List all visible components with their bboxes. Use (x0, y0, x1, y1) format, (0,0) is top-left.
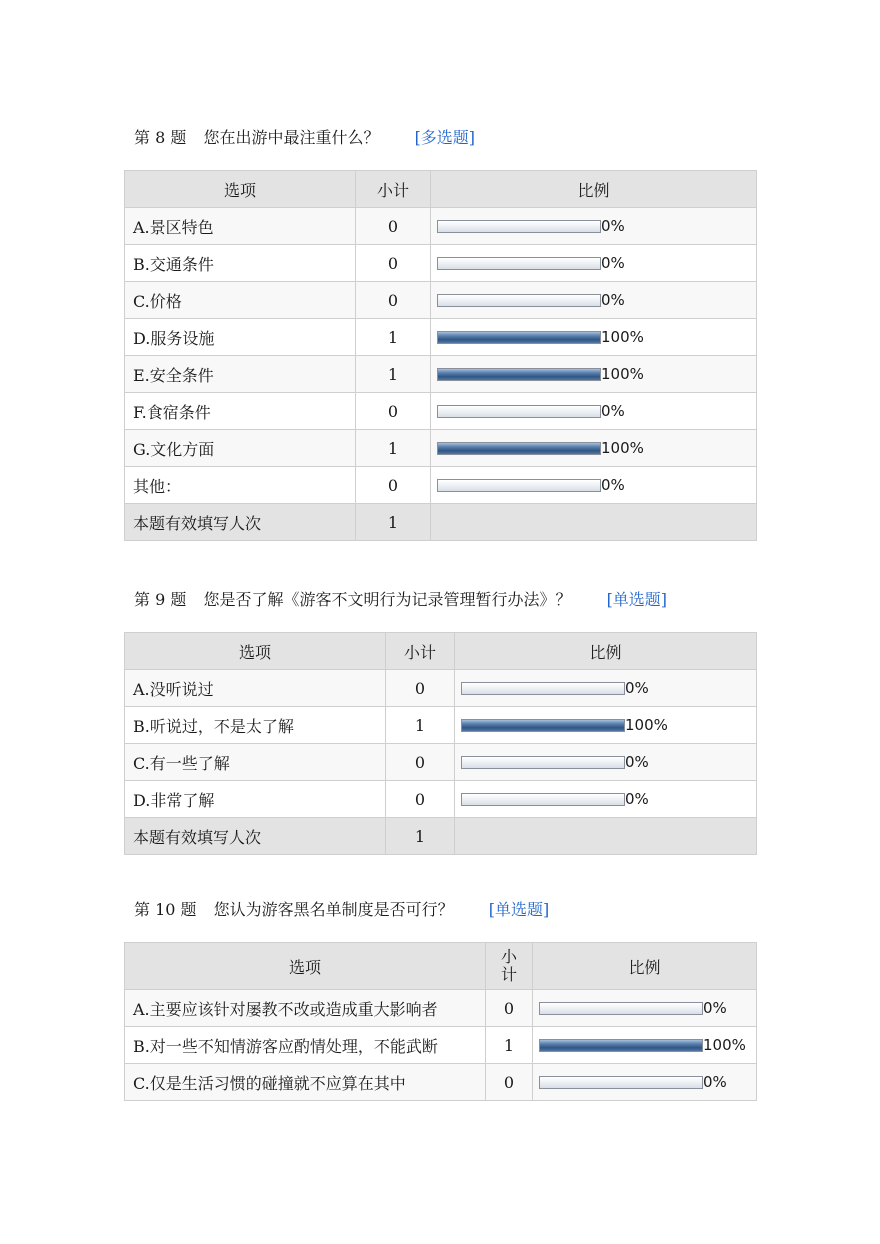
option-ratio (533, 990, 757, 1027)
header-ratio: 比例 (431, 171, 757, 208)
header-ratio: 比例 (455, 633, 757, 670)
option-ratio (455, 707, 757, 744)
progress-bar (539, 1076, 703, 1089)
option-ratio (431, 467, 757, 504)
option-ratio (431, 430, 757, 467)
option-label: C.有一些了解 (125, 744, 386, 781)
table-header (125, 943, 757, 990)
option-label: B.听说过，不是太了解 (125, 707, 386, 744)
option-ratio (455, 781, 757, 818)
question-title (124, 588, 756, 612)
header-count: 小计 (386, 633, 455, 670)
percent-label: 100% (601, 439, 644, 457)
total-label: 本题有效填写人次 (125, 504, 356, 541)
question-number: 第 8 题 (134, 128, 187, 147)
option-count: 0 (486, 990, 533, 1027)
percent-label: 0% (625, 753, 649, 771)
table-row (125, 670, 757, 707)
option-label: D.非常了解 (125, 781, 386, 818)
question-text: 您在出游中最注重什么？ (203, 128, 380, 147)
question-9 (124, 588, 756, 855)
table-row (125, 707, 757, 744)
percent-label: 0% (601, 254, 625, 272)
option-ratio (431, 245, 757, 282)
option-count: 0 (386, 670, 455, 707)
option-label: C.仅是生活习惯的碰撞就不应算在其中 (125, 1064, 486, 1101)
progress-bar (437, 220, 601, 233)
progress-bar (437, 331, 601, 344)
total-row (125, 818, 757, 855)
option-label: A.没听说过 (125, 670, 386, 707)
table-row (125, 1064, 757, 1101)
progress-bar (539, 1039, 703, 1052)
option-count: 0 (356, 282, 431, 319)
option-label: A.景区特色 (125, 208, 356, 245)
option-ratio (431, 393, 757, 430)
header-option: 选项 (125, 171, 356, 208)
option-ratio (455, 744, 757, 781)
table-row (125, 990, 757, 1027)
option-count: 0 (356, 245, 431, 282)
results-table (124, 632, 757, 855)
option-label: C.价格 (125, 282, 356, 319)
question-type-link[interactable]: [单选题] (606, 590, 668, 609)
table-row (125, 356, 757, 393)
percent-label: 0% (703, 1073, 727, 1091)
progress-bar-fill (438, 369, 600, 380)
option-count: 1 (356, 430, 431, 467)
table-row (125, 319, 757, 356)
table-row (125, 282, 757, 319)
question-title (124, 898, 756, 922)
total-empty (431, 504, 757, 541)
question-type-link[interactable]: [多选题] (414, 128, 476, 147)
option-count: 0 (386, 744, 455, 781)
total-count: 1 (386, 818, 455, 855)
header-ratio: 比例 (533, 943, 757, 990)
progress-bar-fill (438, 332, 600, 343)
percent-label: 0% (625, 790, 649, 808)
progress-bar (437, 442, 601, 455)
option-label: B.交通条件 (125, 245, 356, 282)
progress-bar-fill (462, 720, 624, 731)
percent-label: 0% (601, 291, 625, 309)
option-count: 0 (356, 467, 431, 504)
header-count: 小计 (356, 171, 431, 208)
option-count: 1 (486, 1027, 533, 1064)
progress-bar (437, 405, 601, 418)
option-count: 1 (356, 356, 431, 393)
percent-label: 100% (601, 328, 644, 346)
option-label: E.安全条件 (125, 356, 356, 393)
results-table (124, 170, 757, 541)
question-text: 您认为游客黑名单制度是否可行？ (213, 900, 454, 919)
progress-bar (539, 1002, 703, 1015)
table-header (125, 633, 757, 670)
option-label: G.文化方面 (125, 430, 356, 467)
option-ratio (533, 1064, 757, 1101)
total-count: 1 (356, 504, 431, 541)
table-row (125, 1027, 757, 1064)
percent-label: 100% (703, 1036, 746, 1054)
progress-bar (461, 719, 625, 732)
question-title (124, 126, 756, 150)
progress-bar-fill (540, 1040, 702, 1051)
header-option: 选项 (125, 633, 386, 670)
progress-bar (437, 257, 601, 270)
percent-label: 0% (601, 476, 625, 494)
progress-bar (437, 479, 601, 492)
total-row (125, 504, 757, 541)
progress-bar (437, 294, 601, 307)
option-label: 其他： (125, 467, 356, 504)
question-number: 第 9 题 (134, 590, 187, 609)
option-count: 0 (356, 208, 431, 245)
option-ratio (431, 282, 757, 319)
option-count: 0 (386, 781, 455, 818)
progress-bar-fill (438, 443, 600, 454)
option-count: 0 (356, 393, 431, 430)
table-row (125, 781, 757, 818)
question-text: 您是否了解《游客不文明行为记录管理暂行办法》？ (203, 590, 572, 609)
table-row (125, 430, 757, 467)
percent-label: 0% (601, 402, 625, 420)
option-label: A.主要应该针对屡教不改或造成重大影响者 (125, 990, 486, 1027)
percent-label: 100% (625, 716, 668, 734)
question-number: 第 10 题 (134, 900, 197, 919)
percent-label: 0% (601, 217, 625, 235)
option-count: 1 (386, 707, 455, 744)
option-ratio (533, 1027, 757, 1064)
question-8 (124, 126, 756, 541)
question-10 (124, 898, 756, 1101)
option-ratio (431, 208, 757, 245)
header-option: 选项 (125, 943, 486, 990)
progress-bar (461, 793, 625, 806)
option-count: 0 (486, 1064, 533, 1101)
option-label: D.服务设施 (125, 319, 356, 356)
table-row (125, 467, 757, 504)
progress-bar (461, 756, 625, 769)
option-label: F.食宿条件 (125, 393, 356, 430)
header-count (486, 943, 533, 990)
progress-bar (461, 682, 625, 695)
percent-label: 100% (601, 365, 644, 383)
percent-label: 0% (703, 999, 727, 1017)
question-type-link[interactable]: [单选题] (488, 900, 550, 919)
header-count-text: 小计 (501, 947, 518, 984)
progress-bar (437, 368, 601, 381)
total-label: 本题有效填写人次 (125, 818, 386, 855)
option-ratio (431, 319, 757, 356)
table-row (125, 744, 757, 781)
option-label: B.对一些不知情游客应酌情处理，不能武断 (125, 1027, 486, 1064)
table-row (125, 245, 757, 282)
option-count: 1 (356, 319, 431, 356)
table-row (125, 208, 757, 245)
total-empty (455, 818, 757, 855)
table-row (125, 393, 757, 430)
results-table (124, 942, 757, 1101)
option-ratio (455, 670, 757, 707)
table-header (125, 171, 757, 208)
percent-label: 0% (625, 679, 649, 697)
option-ratio (431, 356, 757, 393)
